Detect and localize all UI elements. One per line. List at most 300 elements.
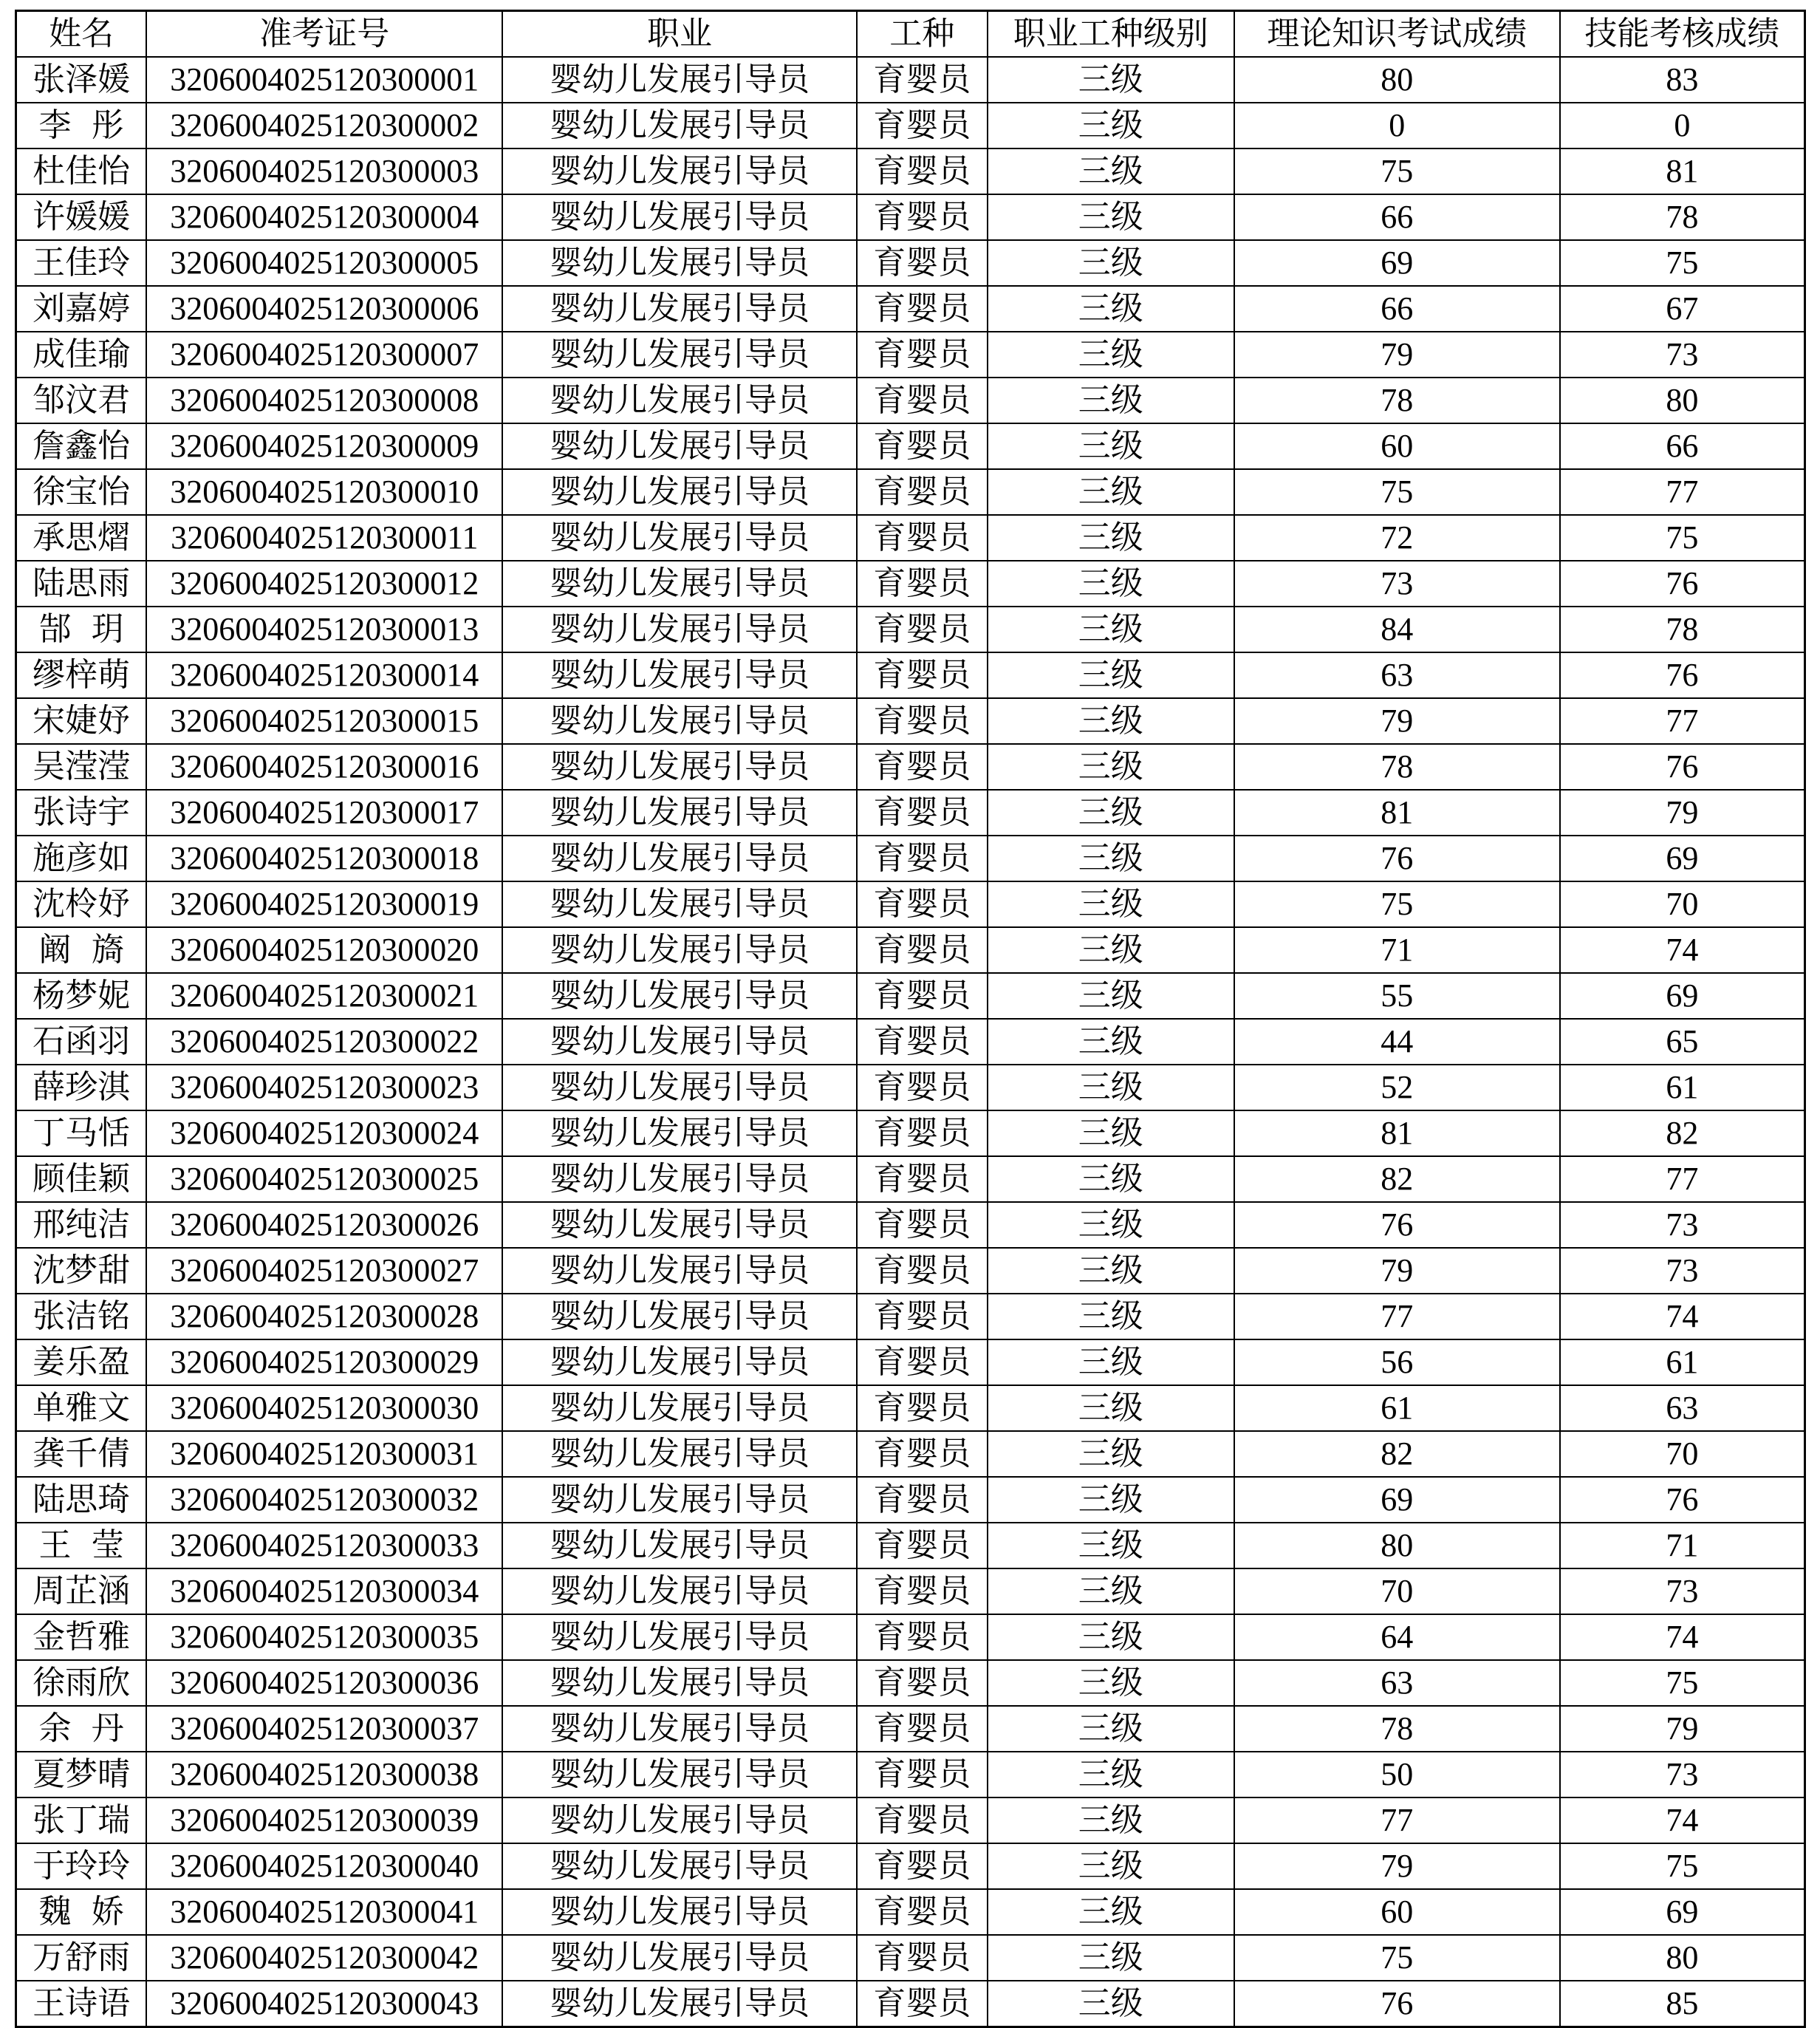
cell-occupation: 婴幼儿发展引导员 xyxy=(502,1339,857,1385)
cell-name: 陆思琦 xyxy=(16,1477,147,1523)
cell-worktype: 育婴员 xyxy=(857,698,988,744)
table-row xyxy=(16,194,1805,240)
cell-theory-score: 76 xyxy=(1234,1202,1560,1248)
cell-theory-score: 61 xyxy=(1234,1385,1560,1431)
table-row xyxy=(16,607,1805,652)
cell-name: 刘嘉婷 xyxy=(16,286,147,332)
cell-worktype: 育婴员 xyxy=(857,423,988,469)
cell-exam-id: 3206004025120300028 xyxy=(146,1294,502,1339)
cell-theory-score: 84 xyxy=(1234,607,1560,652)
cell-occupation: 婴幼儿发展引导员 xyxy=(502,194,857,240)
cell-exam-id: 3206004025120300017 xyxy=(146,790,502,836)
table-row xyxy=(16,927,1805,973)
cell-level: 三级 xyxy=(988,836,1234,881)
cell-worktype: 育婴员 xyxy=(857,927,988,973)
cell-occupation: 婴幼儿发展引导员 xyxy=(502,698,857,744)
cell-occupation: 婴幼儿发展引导员 xyxy=(502,973,857,1019)
table-row xyxy=(16,744,1805,790)
cell-level: 三级 xyxy=(988,1568,1234,1614)
table-row xyxy=(16,1614,1805,1660)
table-row xyxy=(16,1477,1805,1523)
cell-exam-id: 3206004025120300014 xyxy=(146,652,502,698)
column-header-exam-id: 准考证号 xyxy=(146,11,502,58)
cell-worktype: 育婴员 xyxy=(857,1065,988,1110)
cell-worktype: 育婴员 xyxy=(857,1568,988,1614)
cell-skill-score: 78 xyxy=(1560,194,1805,240)
cell-level: 三级 xyxy=(988,1385,1234,1431)
cell-theory-score: 78 xyxy=(1234,378,1560,423)
cell-occupation: 婴幼儿发展引导员 xyxy=(502,57,857,103)
cell-exam-id: 3206004025120300032 xyxy=(146,1477,502,1523)
cell-worktype: 育婴员 xyxy=(857,881,988,927)
cell-theory-score: 75 xyxy=(1234,469,1560,515)
cell-theory-score: 76 xyxy=(1234,1981,1560,2027)
cell-theory-score: 50 xyxy=(1234,1752,1560,1797)
cell-theory-score: 72 xyxy=(1234,515,1560,561)
column-header-occupation: 职业 xyxy=(502,11,857,58)
cell-exam-id: 3206004025120300012 xyxy=(146,561,502,607)
table-row xyxy=(16,790,1805,836)
cell-name: 龚千倩 xyxy=(16,1431,147,1477)
cell-theory-score: 44 xyxy=(1234,1019,1560,1065)
cell-worktype: 育婴员 xyxy=(857,790,988,836)
cell-occupation: 婴幼儿发展引导员 xyxy=(502,1110,857,1156)
cell-exam-id: 3206004025120300036 xyxy=(146,1660,502,1706)
cell-worktype: 育婴员 xyxy=(857,836,988,881)
cell-occupation: 婴幼儿发展引导员 xyxy=(502,1431,857,1477)
cell-exam-id: 3206004025120300016 xyxy=(146,744,502,790)
table-row xyxy=(16,561,1805,607)
table-row xyxy=(16,1568,1805,1614)
cell-exam-id: 3206004025120300031 xyxy=(146,1431,502,1477)
cell-exam-id: 3206004025120300021 xyxy=(146,973,502,1019)
table-row xyxy=(16,1431,1805,1477)
cell-skill-score: 69 xyxy=(1560,1889,1805,1935)
cell-name: 杜佳怡 xyxy=(16,148,147,194)
cell-occupation: 婴幼儿发展引导员 xyxy=(502,561,857,607)
cell-worktype: 育婴员 xyxy=(857,1706,988,1752)
cell-skill-score: 63 xyxy=(1560,1385,1805,1431)
cell-skill-score: 83 xyxy=(1560,57,1805,103)
cell-occupation: 婴幼儿发展引导员 xyxy=(502,423,857,469)
cell-skill-score: 73 xyxy=(1560,1752,1805,1797)
cell-occupation: 婴幼儿发展引导员 xyxy=(502,1202,857,1248)
cell-skill-score: 73 xyxy=(1560,332,1805,378)
cell-level: 三级 xyxy=(988,1981,1234,2027)
cell-exam-id: 3206004025120300004 xyxy=(146,194,502,240)
cell-exam-id: 3206004025120300022 xyxy=(146,1019,502,1065)
cell-skill-score: 74 xyxy=(1560,1614,1805,1660)
cell-level: 三级 xyxy=(988,1797,1234,1843)
cell-level: 三级 xyxy=(988,469,1234,515)
cell-worktype: 育婴员 xyxy=(857,148,988,194)
cell-exam-id: 3206004025120300035 xyxy=(146,1614,502,1660)
cell-level: 三级 xyxy=(988,103,1234,148)
cell-theory-score: 78 xyxy=(1234,744,1560,790)
cell-occupation: 婴幼儿发展引导员 xyxy=(502,286,857,332)
cell-skill-score: 85 xyxy=(1560,1981,1805,2027)
cell-skill-score: 75 xyxy=(1560,1660,1805,1706)
cell-level: 三级 xyxy=(988,1935,1234,1981)
cell-theory-score: 64 xyxy=(1234,1614,1560,1660)
cell-theory-score: 75 xyxy=(1234,148,1560,194)
table-row xyxy=(16,1889,1805,1935)
table-body xyxy=(16,57,1805,2027)
cell-skill-score: 82 xyxy=(1560,1110,1805,1156)
cell-worktype: 育婴员 xyxy=(857,515,988,561)
cell-name: 魏娇 xyxy=(16,1889,147,1935)
cell-level: 三级 xyxy=(988,57,1234,103)
cell-occupation: 婴幼儿发展引导员 xyxy=(502,652,857,698)
table-row xyxy=(16,57,1805,103)
cell-level: 三级 xyxy=(988,423,1234,469)
cell-occupation: 婴幼儿发展引导员 xyxy=(502,1935,857,1981)
cell-exam-id: 3206004025120300005 xyxy=(146,240,502,286)
cell-theory-score: 56 xyxy=(1234,1339,1560,1385)
cell-name: 承思熠 xyxy=(16,515,147,561)
column-header-theory-score: 理论知识考试成绩 xyxy=(1234,11,1560,58)
cell-level: 三级 xyxy=(988,744,1234,790)
cell-level: 三级 xyxy=(988,1660,1234,1706)
cell-worktype: 育婴员 xyxy=(857,744,988,790)
cell-level: 三级 xyxy=(988,378,1234,423)
cell-theory-score: 79 xyxy=(1234,1843,1560,1889)
cell-name: 邹汶君 xyxy=(16,378,147,423)
cell-worktype: 育婴员 xyxy=(857,1202,988,1248)
cell-name: 施彦如 xyxy=(16,836,147,881)
cell-worktype: 育婴员 xyxy=(857,332,988,378)
column-header-skill-score: 技能考核成绩 xyxy=(1560,11,1805,58)
cell-name: 丁马恬 xyxy=(16,1110,147,1156)
cell-level: 三级 xyxy=(988,561,1234,607)
cell-level: 三级 xyxy=(988,1019,1234,1065)
table-row xyxy=(16,103,1805,148)
cell-name: 周芷涵 xyxy=(16,1568,147,1614)
cell-name: 吴滢滢 xyxy=(16,744,147,790)
cell-theory-score: 79 xyxy=(1234,332,1560,378)
table-row xyxy=(16,332,1805,378)
table-row xyxy=(16,1385,1805,1431)
cell-name: 宋婕妤 xyxy=(16,698,147,744)
cell-worktype: 育婴员 xyxy=(857,1523,988,1568)
cell-occupation: 婴幼儿发展引导员 xyxy=(502,1294,857,1339)
table-row xyxy=(16,1248,1805,1294)
cell-skill-score: 70 xyxy=(1560,1431,1805,1477)
cell-name: 王佳玲 xyxy=(16,240,147,286)
cell-name: 石函羽 xyxy=(16,1019,147,1065)
cell-worktype: 育婴员 xyxy=(857,240,988,286)
cell-theory-score: 75 xyxy=(1234,881,1560,927)
cell-occupation: 婴幼儿发展引导员 xyxy=(502,1797,857,1843)
cell-exam-id: 3206004025120300024 xyxy=(146,1110,502,1156)
cell-worktype: 育婴员 xyxy=(857,973,988,1019)
cell-worktype: 育婴员 xyxy=(857,286,988,332)
cell-skill-score: 81 xyxy=(1560,148,1805,194)
column-header-level: 职业工种级别 xyxy=(988,11,1234,58)
cell-theory-score: 79 xyxy=(1234,698,1560,744)
cell-name: 郜玥 xyxy=(16,607,147,652)
cell-occupation: 婴幼儿发展引导员 xyxy=(502,1477,857,1523)
table-row xyxy=(16,1065,1805,1110)
cell-skill-score: 61 xyxy=(1560,1339,1805,1385)
cell-exam-id: 3206004025120300015 xyxy=(146,698,502,744)
cell-exam-id: 3206004025120300027 xyxy=(146,1248,502,1294)
table-row xyxy=(16,973,1805,1019)
cell-exam-id: 3206004025120300030 xyxy=(146,1385,502,1431)
cell-name: 陆思雨 xyxy=(16,561,147,607)
cell-exam-id: 3206004025120300007 xyxy=(146,332,502,378)
cell-occupation: 婴幼儿发展引导员 xyxy=(502,1156,857,1202)
cell-name: 夏梦晴 xyxy=(16,1752,147,1797)
cell-name: 詹鑫怡 xyxy=(16,423,147,469)
cell-level: 三级 xyxy=(988,1477,1234,1523)
cell-exam-id: 3206004025120300003 xyxy=(146,148,502,194)
cell-exam-id: 3206004025120300042 xyxy=(146,1935,502,1981)
cell-level: 三级 xyxy=(988,194,1234,240)
cell-worktype: 育婴员 xyxy=(857,1981,988,2027)
cell-name: 单雅文 xyxy=(16,1385,147,1431)
cell-occupation: 婴幼儿发展引导员 xyxy=(502,469,857,515)
cell-name: 金哲雅 xyxy=(16,1614,147,1660)
cell-occupation: 婴幼儿发展引导员 xyxy=(502,1889,857,1935)
cell-worktype: 育婴员 xyxy=(857,1660,988,1706)
cell-name: 姜乐盈 xyxy=(16,1339,147,1385)
cell-name: 薛珍淇 xyxy=(16,1065,147,1110)
cell-worktype: 育婴员 xyxy=(857,194,988,240)
cell-skill-score: 76 xyxy=(1560,1477,1805,1523)
table-row xyxy=(16,1339,1805,1385)
cell-skill-score: 66 xyxy=(1560,423,1805,469)
table-row xyxy=(16,1843,1805,1889)
table-row xyxy=(16,698,1805,744)
cell-level: 三级 xyxy=(988,1431,1234,1477)
cell-exam-id: 3206004025120300040 xyxy=(146,1843,502,1889)
cell-name: 于玲玲 xyxy=(16,1843,147,1889)
cell-occupation: 婴幼儿发展引导员 xyxy=(502,1019,857,1065)
table-row xyxy=(16,1981,1805,2027)
cell-level: 三级 xyxy=(988,1248,1234,1294)
cell-theory-score: 71 xyxy=(1234,927,1560,973)
cell-exam-id: 3206004025120300019 xyxy=(146,881,502,927)
cell-theory-score: 66 xyxy=(1234,286,1560,332)
cell-worktype: 育婴员 xyxy=(857,1339,988,1385)
table-row xyxy=(16,1202,1805,1248)
cell-skill-score: 74 xyxy=(1560,1294,1805,1339)
cell-level: 三级 xyxy=(988,607,1234,652)
cell-worktype: 育婴员 xyxy=(857,1935,988,1981)
cell-worktype: 育婴员 xyxy=(857,1248,988,1294)
cell-exam-id: 3206004025120300009 xyxy=(146,423,502,469)
cell-name: 杨梦妮 xyxy=(16,973,147,1019)
cell-exam-id: 3206004025120300041 xyxy=(146,1889,502,1935)
cell-theory-score: 60 xyxy=(1234,423,1560,469)
cell-level: 三级 xyxy=(988,1843,1234,1889)
cell-skill-score: 67 xyxy=(1560,286,1805,332)
cell-theory-score: 82 xyxy=(1234,1156,1560,1202)
cell-skill-score: 79 xyxy=(1560,1706,1805,1752)
cell-skill-score: 77 xyxy=(1560,469,1805,515)
cell-theory-score: 69 xyxy=(1234,1477,1560,1523)
cell-occupation: 婴幼儿发展引导员 xyxy=(502,1385,857,1431)
cell-occupation: 婴幼儿发展引导员 xyxy=(502,1523,857,1568)
cell-skill-score: 75 xyxy=(1560,240,1805,286)
cell-exam-id: 3206004025120300026 xyxy=(146,1202,502,1248)
table-row xyxy=(16,652,1805,698)
cell-name: 许媛媛 xyxy=(16,194,147,240)
cell-name: 张洁铭 xyxy=(16,1294,147,1339)
table-row xyxy=(16,148,1805,194)
cell-occupation: 婴幼儿发展引导员 xyxy=(502,1981,857,2027)
cell-occupation: 婴幼儿发展引导员 xyxy=(502,1843,857,1889)
cell-skill-score: 65 xyxy=(1560,1019,1805,1065)
cell-worktype: 育婴员 xyxy=(857,1614,988,1660)
table-row xyxy=(16,1660,1805,1706)
cell-level: 三级 xyxy=(988,1706,1234,1752)
cell-name: 李彤 xyxy=(16,103,147,148)
cell-exam-id: 3206004025120300023 xyxy=(146,1065,502,1110)
cell-occupation: 婴幼儿发展引导员 xyxy=(502,744,857,790)
table-row xyxy=(16,1797,1805,1843)
cell-worktype: 育婴员 xyxy=(857,378,988,423)
cell-worktype: 育婴员 xyxy=(857,1797,988,1843)
cell-occupation: 婴幼儿发展引导员 xyxy=(502,1248,857,1294)
cell-skill-score: 74 xyxy=(1560,927,1805,973)
table-row xyxy=(16,423,1805,469)
cell-worktype: 育婴员 xyxy=(857,1889,988,1935)
cell-occupation: 婴幼儿发展引导员 xyxy=(502,103,857,148)
cell-level: 三级 xyxy=(988,698,1234,744)
cell-level: 三级 xyxy=(988,286,1234,332)
cell-skill-score: 73 xyxy=(1560,1248,1805,1294)
cell-theory-score: 60 xyxy=(1234,1889,1560,1935)
cell-exam-id: 3206004025120300043 xyxy=(146,1981,502,2027)
cell-occupation: 婴幼儿发展引导员 xyxy=(502,836,857,881)
cell-skill-score: 77 xyxy=(1560,698,1805,744)
table-row xyxy=(16,1752,1805,1797)
table-row xyxy=(16,286,1805,332)
cell-level: 三级 xyxy=(988,1889,1234,1935)
cell-level: 三级 xyxy=(988,240,1234,286)
cell-name: 阚旖 xyxy=(16,927,147,973)
cell-worktype: 育婴员 xyxy=(857,469,988,515)
table-row xyxy=(16,240,1805,286)
cell-occupation: 婴幼儿发展引导员 xyxy=(502,881,857,927)
cell-exam-id: 3206004025120300013 xyxy=(146,607,502,652)
cell-occupation: 婴幼儿发展引导员 xyxy=(502,790,857,836)
cell-skill-score: 75 xyxy=(1560,1843,1805,1889)
cell-theory-score: 63 xyxy=(1234,1660,1560,1706)
cell-theory-score: 55 xyxy=(1234,973,1560,1019)
cell-theory-score: 63 xyxy=(1234,652,1560,698)
cell-level: 三级 xyxy=(988,332,1234,378)
cell-skill-score: 80 xyxy=(1560,378,1805,423)
cell-exam-id: 3206004025120300002 xyxy=(146,103,502,148)
cell-occupation: 婴幼儿发展引导员 xyxy=(502,607,857,652)
table-row xyxy=(16,469,1805,515)
cell-skill-score: 71 xyxy=(1560,1523,1805,1568)
cell-worktype: 育婴员 xyxy=(857,1431,988,1477)
cell-theory-score: 76 xyxy=(1234,836,1560,881)
table-row xyxy=(16,1706,1805,1752)
cell-occupation: 婴幼儿发展引导员 xyxy=(502,927,857,973)
cell-name: 张丁瑞 xyxy=(16,1797,147,1843)
cell-theory-score: 75 xyxy=(1234,1935,1560,1981)
cell-worktype: 育婴员 xyxy=(857,652,988,698)
cell-worktype: 育婴员 xyxy=(857,1752,988,1797)
cell-worktype: 育婴员 xyxy=(857,57,988,103)
cell-name: 成佳瑜 xyxy=(16,332,147,378)
cell-skill-score: 79 xyxy=(1560,790,1805,836)
cell-theory-score: 81 xyxy=(1234,1110,1560,1156)
cell-exam-id: 3206004025120300011 xyxy=(146,515,502,561)
cell-exam-id: 3206004025120300034 xyxy=(146,1568,502,1614)
cell-skill-score: 0 xyxy=(1560,103,1805,148)
cell-theory-score: 0 xyxy=(1234,103,1560,148)
cell-skill-score: 76 xyxy=(1560,744,1805,790)
cell-level: 三级 xyxy=(988,881,1234,927)
cell-theory-score: 77 xyxy=(1234,1294,1560,1339)
cell-occupation: 婴幼儿发展引导员 xyxy=(502,240,857,286)
cell-exam-id: 3206004025120300037 xyxy=(146,1706,502,1752)
table-row xyxy=(16,378,1805,423)
cell-level: 三级 xyxy=(988,1752,1234,1797)
table-row xyxy=(16,881,1805,927)
cell-level: 三级 xyxy=(988,1202,1234,1248)
cell-worktype: 育婴员 xyxy=(857,1843,988,1889)
cell-level: 三级 xyxy=(988,515,1234,561)
cell-theory-score: 81 xyxy=(1234,790,1560,836)
cell-skill-score: 80 xyxy=(1560,1935,1805,1981)
header-row xyxy=(16,11,1805,58)
cell-occupation: 婴幼儿发展引导员 xyxy=(502,1614,857,1660)
cell-exam-id: 3206004025120300038 xyxy=(146,1752,502,1797)
cell-skill-score: 73 xyxy=(1560,1202,1805,1248)
cell-level: 三级 xyxy=(988,1614,1234,1660)
cell-worktype: 育婴员 xyxy=(857,561,988,607)
cell-exam-id: 3206004025120300033 xyxy=(146,1523,502,1568)
column-header-worktype: 工种 xyxy=(857,11,988,58)
cell-theory-score: 69 xyxy=(1234,240,1560,286)
cell-theory-score: 78 xyxy=(1234,1706,1560,1752)
table-row xyxy=(16,1156,1805,1202)
cell-skill-score: 70 xyxy=(1560,881,1805,927)
cell-level: 三级 xyxy=(988,973,1234,1019)
table-row xyxy=(16,1019,1805,1065)
cell-skill-score: 73 xyxy=(1560,1568,1805,1614)
cell-exam-id: 3206004025120300006 xyxy=(146,286,502,332)
cell-worktype: 育婴员 xyxy=(857,103,988,148)
column-header-name: 姓名 xyxy=(16,11,147,58)
cell-level: 三级 xyxy=(988,790,1234,836)
cell-skill-score: 76 xyxy=(1560,652,1805,698)
cell-skill-score: 78 xyxy=(1560,607,1805,652)
cell-exam-id: 3206004025120300025 xyxy=(146,1156,502,1202)
exam-results-table xyxy=(15,10,1806,2028)
cell-theory-score: 80 xyxy=(1234,1523,1560,1568)
cell-skill-score: 69 xyxy=(1560,836,1805,881)
cell-level: 三级 xyxy=(988,1339,1234,1385)
cell-worktype: 育婴员 xyxy=(857,1477,988,1523)
cell-worktype: 育婴员 xyxy=(857,1385,988,1431)
cell-level: 三级 xyxy=(988,1156,1234,1202)
cell-skill-score: 77 xyxy=(1560,1156,1805,1202)
cell-occupation: 婴幼儿发展引导员 xyxy=(502,148,857,194)
cell-name: 邢纯洁 xyxy=(16,1202,147,1248)
cell-exam-id: 3206004025120300029 xyxy=(146,1339,502,1385)
cell-exam-id: 3206004025120300001 xyxy=(146,57,502,103)
cell-theory-score: 80 xyxy=(1234,57,1560,103)
score-sheet xyxy=(15,10,1806,2028)
